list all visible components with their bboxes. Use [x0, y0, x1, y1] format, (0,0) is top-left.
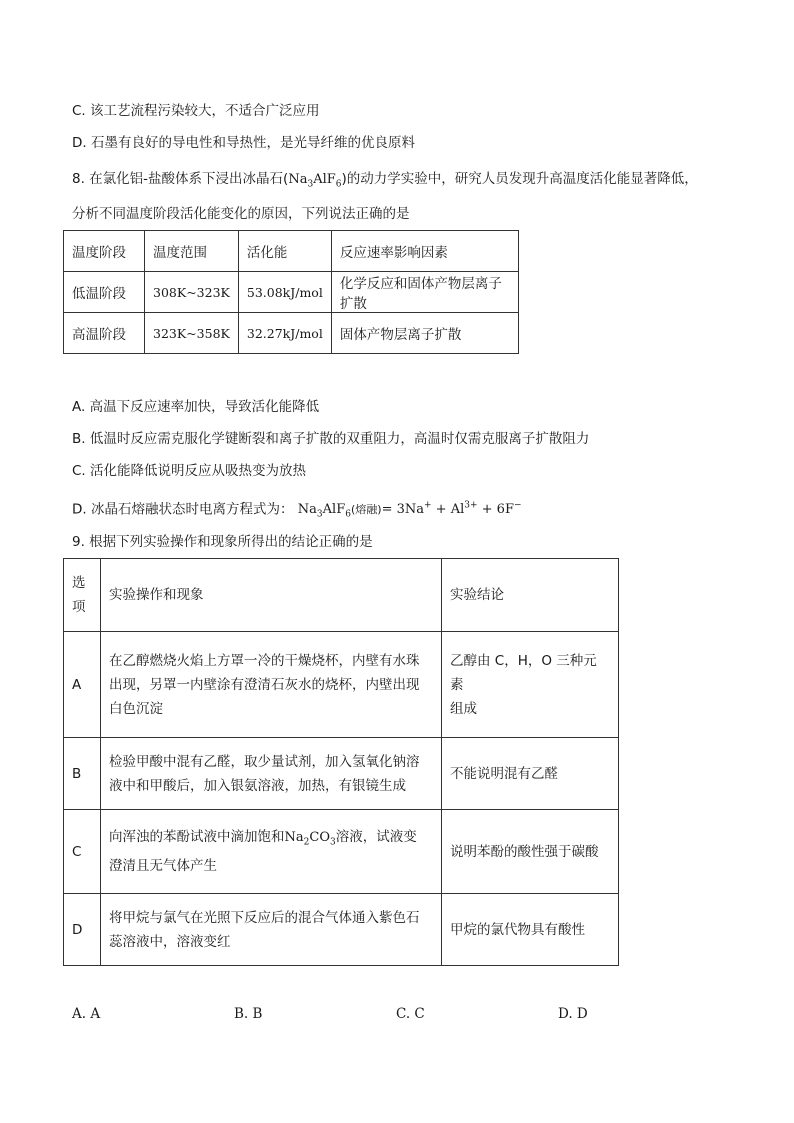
- header-cell: 反应速率影响因素: [331, 231, 518, 272]
- operation-cell: 将甲烷与氯气在光照下反应后的混合气体通入紫色石 蕊溶液中，溶液变红: [101, 894, 442, 966]
- ionization-equation: $Na_3AlF_6$(熔融)= $3Na^+ + Al^{3+} + 6F^-$: [297, 501, 522, 520]
- q8-option-b: B. 低温时反应需克服化学键断裂和离子扩散的双重阻力，高温时仅需克服离子扩散阻力: [72, 431, 590, 447]
- q8-stem-part1: 8. 在氯化铝-盐酸体系下浸出冰晶石(: [72, 171, 289, 187]
- operation-cell: 在乙醇燃烧火焰上方罩一冷的干燥烧杯，内壁有水珠 出现，另罩一内壁涂有澄清石灰水的烧杯，内壁出现 白色沉淀: [101, 632, 442, 738]
- prev-option-d: D. 石墨有良好的导电性和导热性，是光导纤维的优良原料: [72, 135, 415, 151]
- option-cell: B: [64, 738, 101, 810]
- q8-option-d: [72, 497, 522, 524]
- conclusion-cell: 说明苯酚的酸性强于碳酸: [442, 810, 619, 894]
- answer-option-a: A. A: [72, 1006, 101, 1022]
- table-cell: 固体产物层离子扩散: [331, 313, 518, 354]
- table-row: [64, 810, 619, 894]
- q8-option-a: A. 高温下反应速率加快，导致活化能降低: [72, 399, 320, 415]
- table-cell: 化学反应和固体产物层离子扩散: [331, 272, 518, 313]
- table-cell: 高温阶段: [64, 313, 145, 354]
- answer-option-d: D. D: [558, 1006, 588, 1022]
- header-cell: 实验操作和现象: [101, 559, 442, 632]
- q9-stem: 9. 根据下列实验操作和现象所得出的结论正确的是: [72, 534, 373, 550]
- header-cell: 温度阶段: [64, 231, 145, 272]
- header-cell: 实验结论: [442, 559, 619, 632]
- option-cell: D: [64, 894, 101, 966]
- q8-stem-line2: 分析不同温度阶段活化能变化的原因，下列说法正确的是: [72, 206, 410, 222]
- cryolite-formula: $Na_3AlF_6$: [288, 172, 342, 190]
- table-cell: 308K~323K: [145, 272, 239, 313]
- table-cell: 53.08kJ/mol: [238, 272, 331, 313]
- table-header-row: [64, 231, 519, 272]
- q8-option-d-prefix: D. 冰晶石熔融状态时电离方程式为：: [72, 501, 294, 518]
- table-header-row: [64, 559, 619, 632]
- conclusion-cell: 不能说明混有乙醛: [442, 738, 619, 810]
- q8-table: [63, 230, 519, 354]
- table-cell: 323K~358K: [145, 313, 239, 354]
- q8-stem-line1: [72, 170, 698, 194]
- table-row: [64, 272, 519, 313]
- option-cell: C: [64, 810, 101, 894]
- conclusion-cell: 乙醇由 C，H，O 三种元素 组成: [442, 632, 619, 738]
- header-cell: 活化能: [238, 231, 331, 272]
- q9-table: [63, 558, 619, 966]
- operation-cell: 向浑浊的苯酚试液中滴加饱和$Na_2CO_3$溶液，试液变 澄清且无气体产生: [101, 810, 442, 894]
- header-cell: 选 项: [64, 559, 101, 632]
- table-row: [64, 738, 619, 810]
- answer-option-b: B. B: [234, 1006, 263, 1022]
- answer-option-c: C. C: [396, 1006, 425, 1022]
- q8-option-c: C. 活化能降低说明反应从吸热变为放热: [72, 463, 307, 479]
- option-cell: A: [64, 632, 101, 738]
- header-cell: 温度范围: [145, 231, 239, 272]
- operation-cell: 检验甲酸中混有乙醛，取少量试剂，加入氢氧化钠溶 液中和甲酸后，加入银氨溶液，加热，有银镜生成: [101, 738, 442, 810]
- table-row: [64, 313, 519, 354]
- prev-option-c: C. 该工艺流程污染较大，不适合广泛应用: [72, 103, 320, 119]
- table-cell: 32.27kJ/mol: [238, 313, 331, 354]
- sodium-carbonate-formula: $Na_2CO_3$: [284, 829, 336, 848]
- table-row: [64, 894, 619, 966]
- q8-stem-part2: )的动力学实验中，研究人员发现升高温度活化能显著降低，: [341, 171, 698, 187]
- table-cell: 低温阶段: [64, 272, 145, 313]
- table-row: [64, 632, 619, 738]
- conclusion-cell: 甲烷的氯代物具有酸性: [442, 894, 619, 966]
